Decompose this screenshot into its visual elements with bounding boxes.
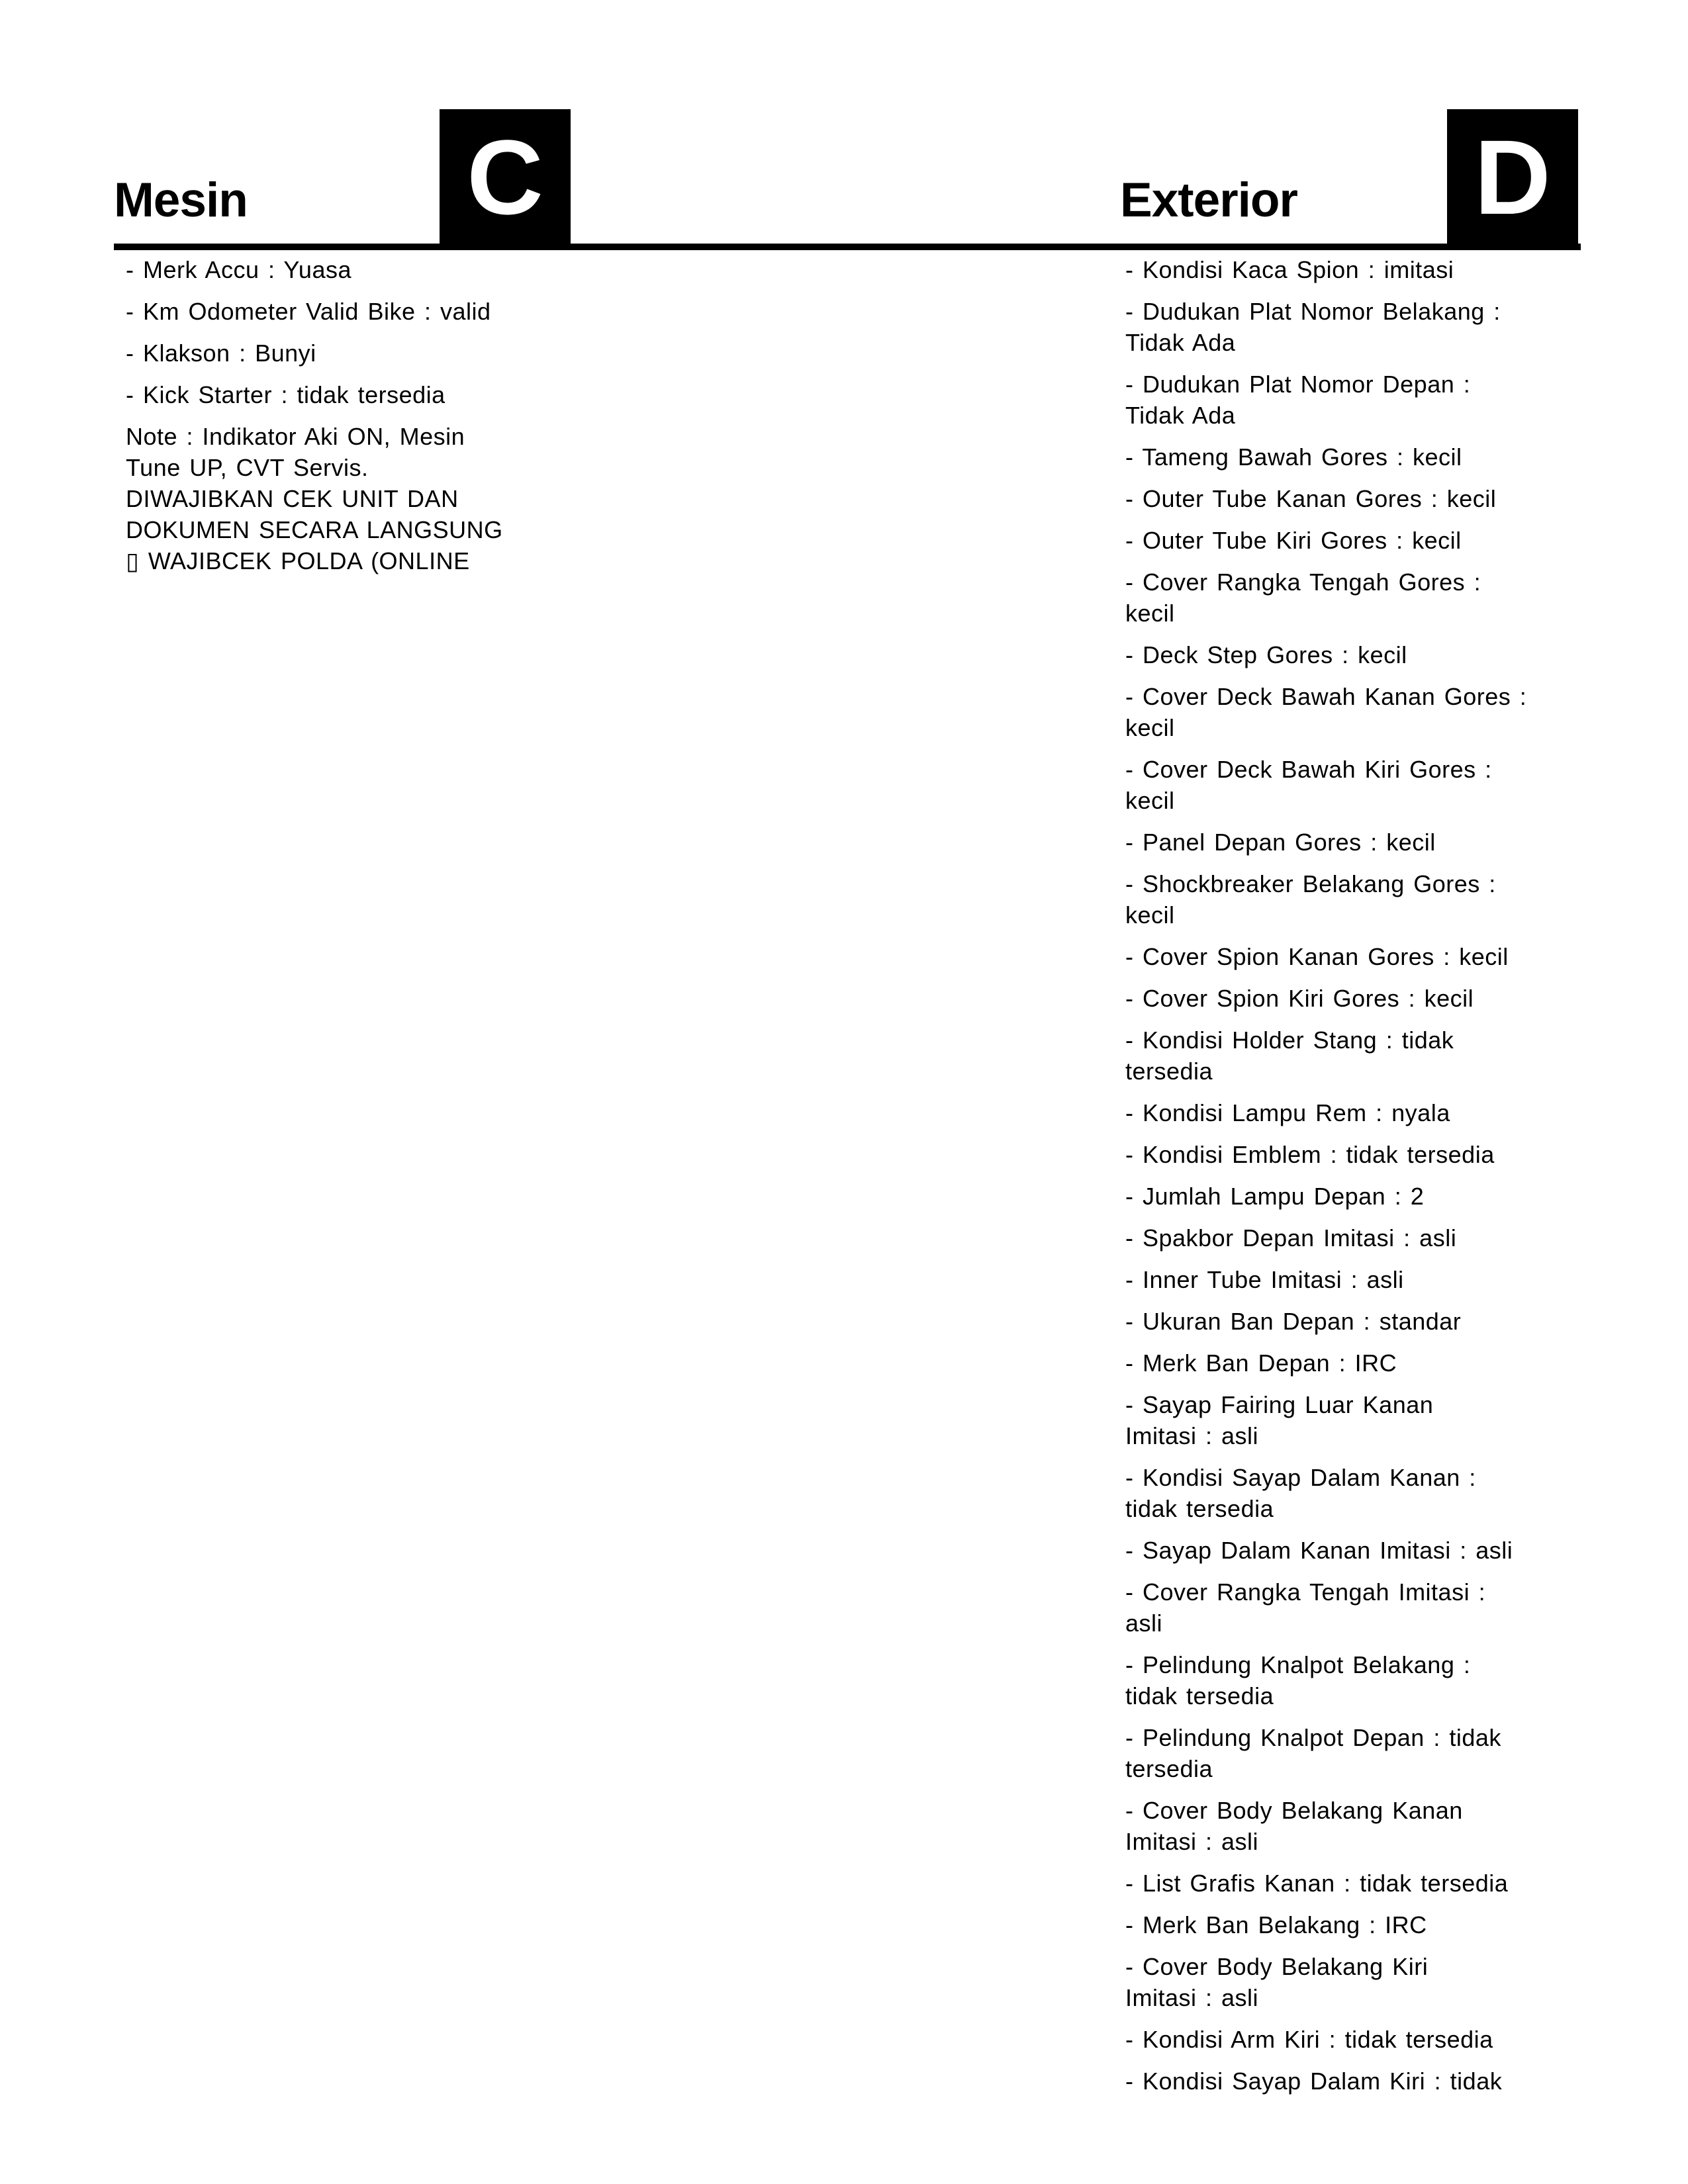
list-item xyxy=(1125,1097,1615,1128)
list-item-line: - Cover Body Belakang Kanan xyxy=(1125,1797,1463,1824)
list-item-line: - Cover Rangka Tengah Imitasi : xyxy=(1125,1578,1486,1606)
list-item-line: - Sayap Dalam Kanan Imitasi : asli xyxy=(1125,1537,1513,1564)
list-item-line: - Pelindung Knalpot Depan : tidak xyxy=(1125,1724,1501,1751)
list-item xyxy=(1125,1264,1615,1295)
list-item-line: DOKUMEN SECARA LANGSUNG xyxy=(126,516,503,543)
list-item xyxy=(1125,1649,1615,1711)
list-item xyxy=(126,379,616,410)
list-item-line: DIWAJIBKAN CEK UNIT DAN xyxy=(126,485,459,512)
list-item-line: - Outer Tube Kiri Gores : kecil xyxy=(1125,527,1462,554)
list-item-line: - Deck Step Gores : kecil xyxy=(1125,641,1407,668)
list-item-line: tidak tersedia xyxy=(1125,1682,1274,1709)
list-item-line: Imitasi : asli xyxy=(1125,1828,1259,1855)
list-item xyxy=(1125,2024,1615,2055)
list-item xyxy=(1125,296,1615,358)
list-item-line: kecil xyxy=(1125,901,1175,929)
list-item xyxy=(1125,441,1615,473)
list-item xyxy=(1125,1795,1615,1857)
section-title-exterior: Exterior xyxy=(1120,173,1297,227)
list-item-line: - Km Odometer Valid Bike : valid xyxy=(126,298,491,325)
list-item-line: - Ukuran Ban Depan : standar xyxy=(1125,1308,1462,1335)
list-item xyxy=(1125,1222,1615,1253)
list-item xyxy=(1125,567,1615,629)
list-item-line: tidak tersedia xyxy=(1125,1495,1274,1522)
list-item-line: - List Grafis Kanan : tidak tersedia xyxy=(1125,1870,1509,1897)
list-item-line: - Merk Ban Depan : IRC xyxy=(1125,1349,1397,1377)
list-item xyxy=(1125,1181,1615,1212)
list-item xyxy=(1125,639,1615,670)
list-item-line: - Kondisi Lampu Rem : nyala xyxy=(1125,1099,1450,1126)
list-item xyxy=(1125,369,1615,431)
list-item xyxy=(1125,941,1615,972)
list-item xyxy=(1125,983,1615,1014)
list-item-line: asli xyxy=(1125,1610,1163,1637)
list-item-line: kecil xyxy=(1125,600,1175,627)
list-item xyxy=(126,338,616,369)
list-item xyxy=(1125,525,1615,556)
section-badge-d: D xyxy=(1447,109,1578,245)
list-item-line: tersedia xyxy=(1125,1755,1213,1782)
list-item-line: - Kondisi Kaca Spion : imitasi xyxy=(1125,256,1454,283)
list-item-line: - Spakbor Depan Imitasi : asli xyxy=(1125,1224,1457,1251)
list-item-line: - Kondisi Sayap Dalam Kiri : tidak xyxy=(1125,2068,1503,2095)
list-item xyxy=(1125,1951,1615,2013)
list-item xyxy=(1125,868,1615,931)
list-item xyxy=(1125,254,1615,285)
list-item-line: Note : Indikator Aki ON, Mesin xyxy=(126,423,465,450)
list-item xyxy=(1125,2066,1615,2097)
list-item xyxy=(1125,1576,1615,1639)
exterior-item-list xyxy=(1125,254,1615,2107)
list-item-line: Imitasi : asli xyxy=(1125,1422,1259,1449)
list-item-line: - Dudukan Plat Nomor Belakang : xyxy=(1125,298,1501,325)
list-item-line: - Cover Body Belakang Kiri xyxy=(1125,1953,1429,1980)
list-item-line: kecil xyxy=(1125,714,1175,741)
list-item-line: - Kick Starter : tidak tersedia xyxy=(126,381,445,408)
list-item xyxy=(1125,1909,1615,1940)
list-item xyxy=(126,421,616,576)
list-item-line: Tidak Ada xyxy=(1125,329,1236,356)
mesin-item-list xyxy=(126,254,616,587)
header-divider-rule xyxy=(114,244,1581,250)
list-item-line: - Dudukan Plat Nomor Depan : xyxy=(1125,371,1471,398)
list-item-line: Tune UP, CVT Servis. xyxy=(126,454,369,481)
list-item-line: kecil xyxy=(1125,787,1175,814)
list-item-line: - Cover Spion Kanan Gores : kecil xyxy=(1125,943,1509,970)
section-badge-c: C xyxy=(440,109,571,245)
list-item xyxy=(1125,1139,1615,1170)
list-item-line: - Outer Tube Kanan Gores : kecil xyxy=(1125,485,1497,512)
list-item-line: ▯ WAJIBCEK POLDA (ONLINE xyxy=(126,547,470,574)
list-item-line: - Merk Accu : Yuasa xyxy=(126,256,352,283)
list-item-line: - Cover Deck Bawah Kanan Gores : xyxy=(1125,683,1527,710)
list-item xyxy=(1125,1462,1615,1524)
list-item xyxy=(1125,1389,1615,1451)
list-item-line: - Klakson : Bunyi xyxy=(126,340,316,367)
list-item-line: - Cover Rangka Tengah Gores : xyxy=(1125,569,1481,596)
list-item-line: - Kondisi Emblem : tidak tersedia xyxy=(1125,1141,1495,1168)
list-item-line: - Panel Depan Gores : kecil xyxy=(1125,829,1436,856)
list-item-line: - Cover Spion Kiri Gores : kecil xyxy=(1125,985,1474,1012)
list-item-line: - Kondisi Holder Stang : tidak xyxy=(1125,1026,1454,1054)
list-item-line: - Sayap Fairing Luar Kanan xyxy=(1125,1391,1434,1418)
list-item-line: - Pelindung Knalpot Belakang : xyxy=(1125,1651,1471,1678)
list-item xyxy=(1125,1868,1615,1899)
list-item-line: Imitasi : asli xyxy=(1125,1984,1259,2011)
list-item xyxy=(1125,681,1615,743)
list-item-line: - Kondisi Arm Kiri : tidak tersedia xyxy=(1125,2026,1493,2053)
list-item xyxy=(126,254,616,285)
list-item xyxy=(1125,1347,1615,1379)
list-item-line: - Shockbreaker Belakang Gores : xyxy=(1125,870,1496,897)
list-item-line: - Merk Ban Belakang : IRC xyxy=(1125,1911,1427,1938)
list-item-line: tersedia xyxy=(1125,1058,1213,1085)
section-title-mesin: Mesin xyxy=(114,173,248,227)
list-item xyxy=(1125,1535,1615,1566)
list-item xyxy=(1125,1024,1615,1087)
list-item xyxy=(1125,483,1615,514)
list-item-line: - Inner Tube Imitasi : asli xyxy=(1125,1266,1404,1293)
list-item-line: Tidak Ada xyxy=(1125,402,1236,429)
list-item-line: - Cover Deck Bawah Kiri Gores : xyxy=(1125,756,1492,783)
list-item xyxy=(1125,1722,1615,1784)
list-item xyxy=(126,296,616,327)
list-item xyxy=(1125,1306,1615,1337)
list-item xyxy=(1125,754,1615,816)
list-item-line: - Kondisi Sayap Dalam Kanan : xyxy=(1125,1464,1476,1491)
list-item-line: - Tameng Bawah Gores : kecil xyxy=(1125,443,1462,471)
list-item-line: - Jumlah Lampu Depan : 2 xyxy=(1125,1183,1425,1210)
list-item xyxy=(1125,827,1615,858)
